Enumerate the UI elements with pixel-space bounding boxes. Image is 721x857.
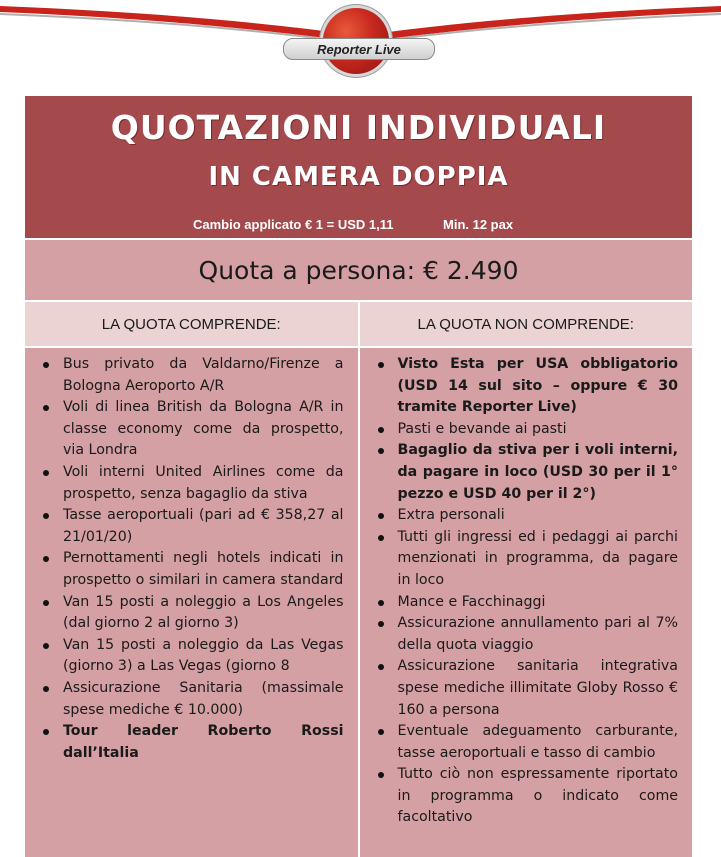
includes-header: LA QUOTA COMPRENDE: xyxy=(25,300,358,346)
list-item: Bus privato da Valdarno/Firenze a Bologna Aeroporto A/R xyxy=(33,354,344,397)
title-block xyxy=(25,96,692,238)
list-item: Mance e Facchinaggi xyxy=(368,592,679,614)
list-item: Assicurazione Sanitaria (massimale spese mediche € 10.000) xyxy=(33,678,344,721)
list-item: Tutti gli ingressi ed i pedaggi ai parchi menzionati in programma, da pagare in loco xyxy=(368,527,679,592)
quote-panel xyxy=(25,96,692,857)
list-item: Pasti e bevande ai pasti xyxy=(368,419,679,441)
list-item: Visto Esta per USA obbligatorio (USD 14 sul sito – oppure € 30 tramite Reporter Live) xyxy=(368,354,679,419)
lists xyxy=(25,346,692,857)
list-item: Voli di linea British da Bologna A/R in classe economy come da prospetto, via Londra xyxy=(33,397,344,462)
exchange-rate: Cambio applicato € 1 = USD 1,11 xyxy=(193,217,394,232)
price-per-person: Quota a persona: € 2.490 xyxy=(198,255,519,285)
price-row xyxy=(25,238,692,300)
includes-list xyxy=(33,354,344,764)
list-item: Tasse aeroportuali (pari ad € 358,27 al 21/01/20) xyxy=(33,505,344,548)
excludes-column xyxy=(358,346,693,857)
column-headers xyxy=(25,300,692,346)
logo xyxy=(283,8,433,78)
includes-column xyxy=(25,346,358,857)
list-item: Eventuale adeguamento carburante, tasse aeroportuali e tasso di cambio xyxy=(368,721,679,764)
logo-header xyxy=(0,0,721,90)
excludes-header: LA QUOTA NON COMPRENDE: xyxy=(358,300,693,346)
excludes-list xyxy=(368,354,679,829)
list-item: Assicurazione annullamento pari al 7% della quota viaggio xyxy=(368,613,679,656)
list-item: Tutto ciò non espressamente riportato in programma o indicato come facoltativo xyxy=(368,764,679,829)
list-item: Voli interni United Airlines come da prospetto, senza bagaglio da stiva xyxy=(33,462,344,505)
list-item: Bagaglio da stiva per i voli interni, da pagare in loco (USD 30 per il 1° pezzo e USD 40 per il 2°) xyxy=(368,440,679,505)
title-line-1: QUOTAZIONI INDIVIDUALI xyxy=(110,108,607,147)
list-item: Pernottamenti negli hotels indicati in prospetto o similari in camera standard xyxy=(33,548,344,591)
list-item: Van 15 posti a noleggio da Las Vegas (giorno 3) a Las Vegas (giorno 8 xyxy=(33,635,344,678)
min-pax: Min. 12 pax xyxy=(443,217,514,232)
list-item: Tour leader Roberto Rossi dall’Italia xyxy=(33,721,344,764)
logo-banner xyxy=(283,38,435,60)
list-item: Van 15 posti a noleggio a Los Angeles (dal giorno 2 al giorno 3) xyxy=(33,592,344,635)
title-line-2: IN CAMERA DOPPIA xyxy=(208,162,509,192)
list-item: Assicurazione sanitaria integrativa spese mediche illimitate Globy Rosso € 160 a persona xyxy=(368,656,679,721)
logo-text: Reporter Live xyxy=(317,41,401,57)
list-item: Extra personali xyxy=(368,505,679,527)
